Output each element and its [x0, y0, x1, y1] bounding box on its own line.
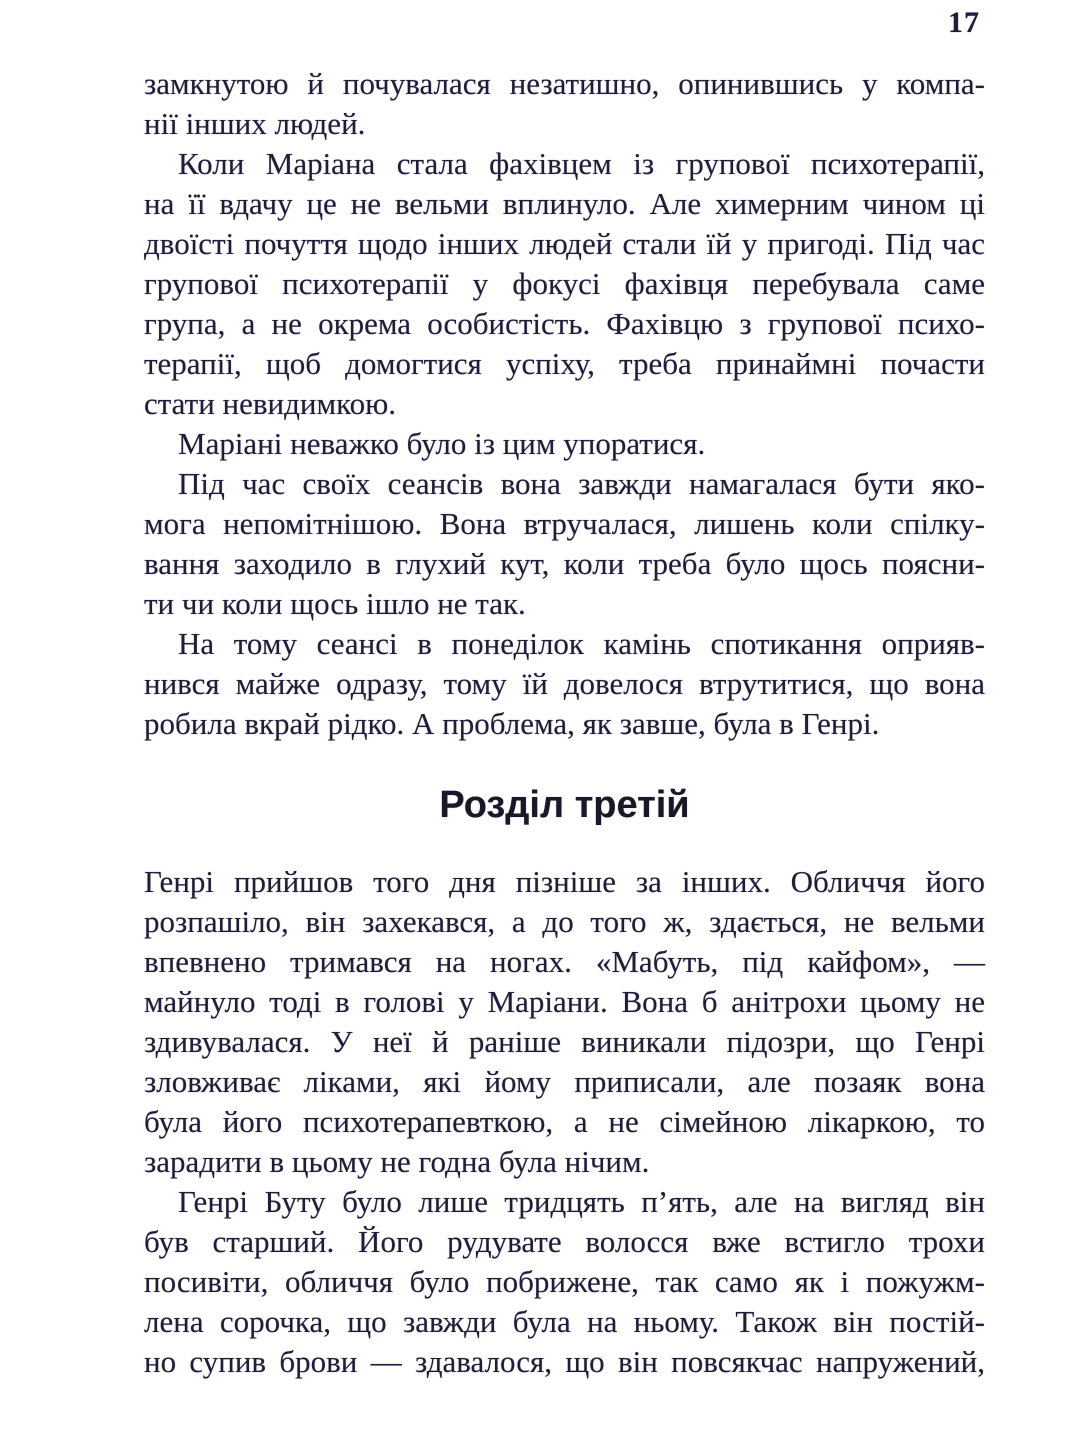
text-line: був старший. Його рудувате волосся вже встигло трохи: [144, 1224, 985, 1259]
text-line: впевнено тримався на ногах. «Мабуть, під кайфом», —: [144, 944, 985, 979]
text-line: Генрі Буту було лише тридцять п’ять, але на вигляд він: [178, 1184, 985, 1219]
text-line: вання заходило в глухий кут, коли треба було щось поясни-: [144, 546, 985, 581]
chapter-heading: Розділ третій: [439, 784, 690, 826]
text-line: групової психотерапії у фокусі фахівця перебувала саме: [144, 266, 985, 301]
text-line: лена сорочка, що завжди була на ньому. Також він постій-: [144, 1304, 985, 1339]
text-line: Під час своїх сеансів вона завжди намагалася бути яко-: [178, 466, 985, 501]
text-line: посивіти, обличчя було побрижене, так само як і пожужм-: [144, 1264, 985, 1299]
text-line: робила вкрай рідко. А проблема, як завше, була в Генрі.: [144, 706, 880, 741]
text-line: замкнутою й почувалася незатишно, опинившись у компа-: [144, 66, 985, 101]
text-line: на її вдачу це не вельми вплинуло. Але химерним чином ці: [144, 186, 985, 221]
text-line: ти чи коли щось ішло не так.: [144, 586, 526, 621]
text-line: двоїсті почуття щодо інших людей стали їй у пригоді. Під час: [144, 226, 985, 261]
text-line: Коли Маріана стала фахівцем із групової психотерапії,: [178, 146, 985, 181]
text-line: група, а не окрема особистість. Фахівцю з групової психо-: [144, 306, 985, 341]
text-line: стати невидимкою.: [144, 386, 396, 421]
text-line: На тому сеансі в понеділок камінь спотикання оприяв-: [178, 626, 985, 661]
text-line: майнуло тоді в голові у Маріани. Вона б анітрохи цьому не: [144, 984, 985, 1019]
text-line: Генрі прийшов того дня пізніше за інших. Обличчя його: [144, 864, 985, 899]
text-line: здивувалася. У неї й раніше виникали підозри, що Генрі: [144, 1024, 985, 1059]
page-number: 17: [948, 6, 980, 39]
text-line: розпашіло, він захекався, а до того ж, здається, не вельми: [144, 904, 985, 939]
text-line: но супив брови — здавалося, що він повсякчас напружений,: [144, 1344, 985, 1379]
text-block: [144, 64, 985, 1382]
text-line: зловживає ліками, які йому приписали, але позаяк вона: [144, 1064, 985, 1099]
text-line: зарадити в цьому не годна була нічим.: [144, 1144, 650, 1179]
text-line: терапії, щоб домогтися успіху, треба принаймні почасти: [144, 346, 985, 381]
text-line: Маріані неважко було із цим упоратися.: [178, 426, 706, 461]
text-line: нії інших людей.: [144, 106, 366, 141]
text-line: була його психотерапевткою, а не сімейною лікаркою, то: [144, 1104, 985, 1139]
text-line: нився майже одразу, тому їй довелося втрутитися, що вона: [144, 666, 985, 701]
text-line: мога непомітнішою. Вона втручалася, лишень коли спілку-: [144, 506, 985, 541]
